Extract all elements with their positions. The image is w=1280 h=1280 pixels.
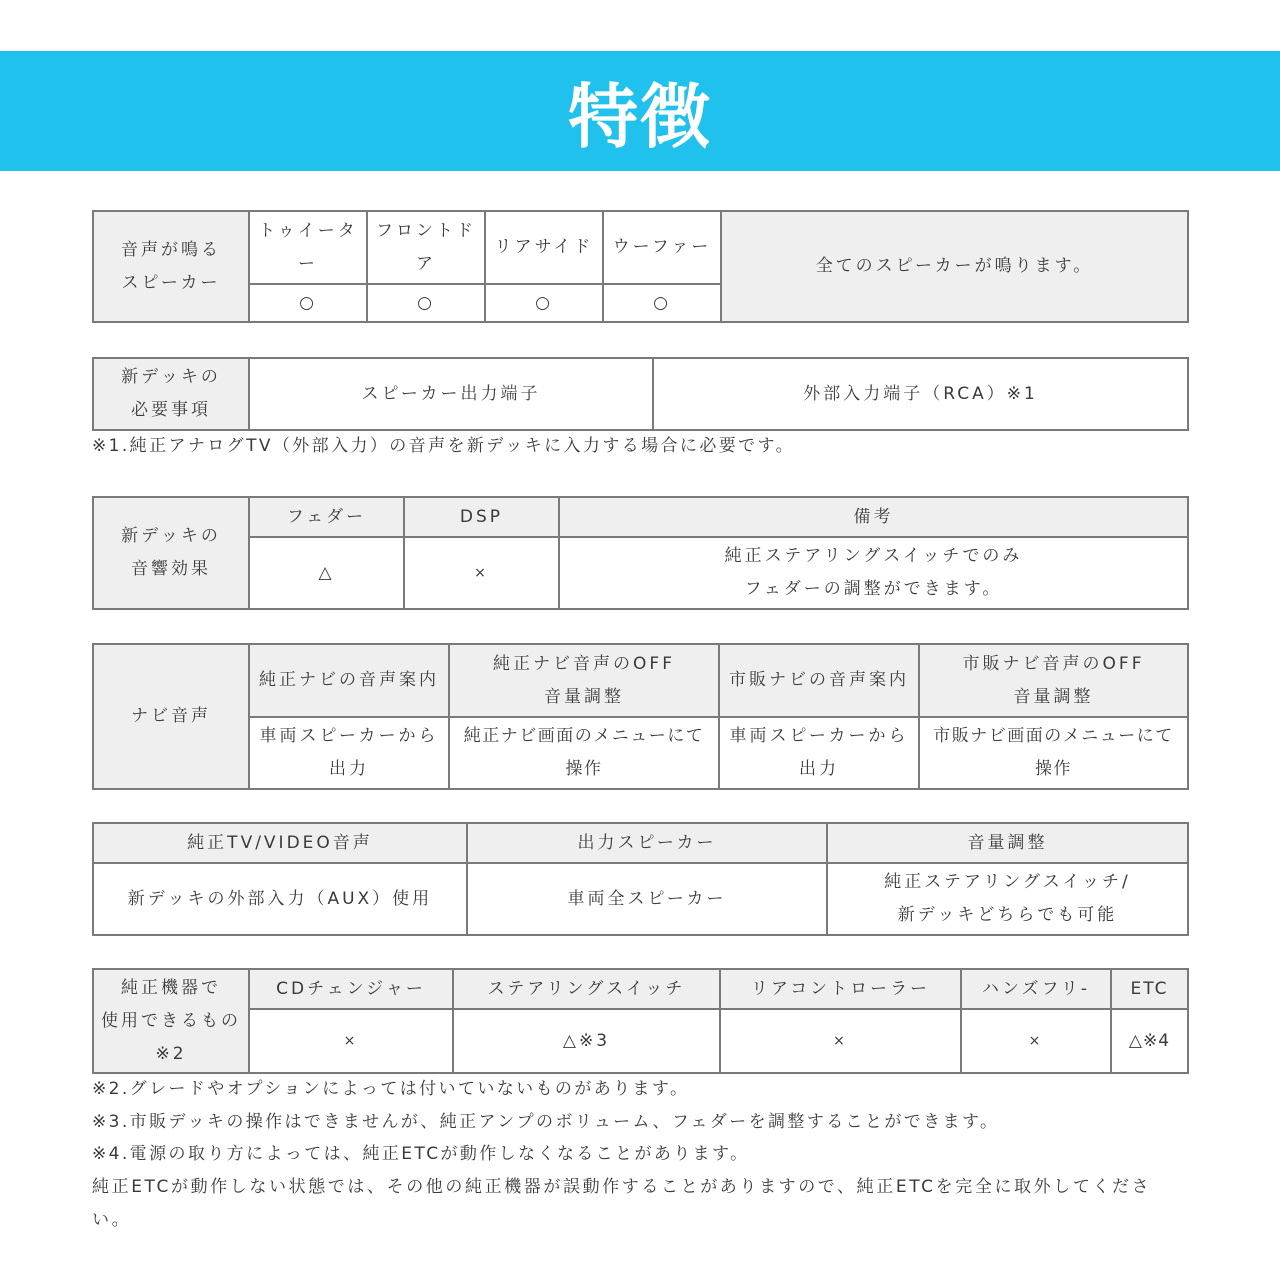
devices-header-hands-free: ハンズフリ- bbox=[961, 969, 1111, 1009]
devices-value-cd-changer: × bbox=[249, 1009, 453, 1073]
value-dsp: × bbox=[404, 537, 559, 609]
speaker-header-woofer: ウーファー bbox=[603, 211, 721, 284]
sound-effects-label-cell: 新デッキの 音響効果 bbox=[93, 497, 249, 609]
speaker-header-tweeter: トゥイータ ー bbox=[249, 211, 367, 284]
tv-value-volume: 純正ステアリングスイッチ/ 新デッキどちらでも可能 bbox=[827, 863, 1188, 935]
page-title: 特徴 bbox=[568, 75, 712, 158]
navi-value-oem-guidance: 車両スピーカーから 出力 bbox=[249, 717, 449, 789]
requirements-label-cell: 新デッキの 必要事項 bbox=[93, 358, 249, 430]
navi-value-aftermarket-volume: 市販ナビ画面のメニューにて 操作 bbox=[919, 717, 1188, 789]
speaker-value-woofer: ○ bbox=[603, 284, 721, 322]
speaker-header-rear-side: リアサイド bbox=[485, 211, 603, 284]
tv-header-output: 出力スピーカー bbox=[467, 823, 827, 863]
speaker-value-tweeter: ○ bbox=[249, 284, 367, 322]
speaker-header-front-door: フロントド ア bbox=[367, 211, 485, 284]
devices-header-rear-controller: リアコントローラー bbox=[720, 969, 961, 1009]
speaker-value-front-door: ○ bbox=[367, 284, 485, 322]
speaker-value-rear-side: ○ bbox=[485, 284, 603, 322]
sound-effects-table bbox=[92, 496, 1189, 610]
value-fader: △ bbox=[249, 537, 404, 609]
navi-header-aftermarket-guidance: 市販ナビの音声案内 bbox=[719, 644, 919, 717]
header-remarks: 備考 bbox=[559, 497, 1188, 537]
footnote-4: ※4.電源の取り方によっては、純正ETCが動作しなくなることがあります。 bbox=[92, 1144, 750, 1164]
tv-value-output: 車両全スピーカー bbox=[467, 863, 827, 935]
navi-header-oem-volume: 純正ナビ音声のOFF 音量調整 bbox=[449, 644, 719, 717]
devices-header-steering-switch: ステアリングスイッチ bbox=[453, 969, 720, 1009]
footnote-2: ※2.グレードやオプションによっては付いていないものがあります。 bbox=[92, 1079, 690, 1099]
navi-header-oem-guidance: 純正ナビの音声案内 bbox=[249, 644, 449, 717]
requirement-external-input: 外部入力端子（RCA）※1 bbox=[653, 358, 1188, 430]
header-dsp: DSP bbox=[404, 497, 559, 537]
devices-value-etc: △※4 bbox=[1111, 1009, 1188, 1073]
speaker-table bbox=[92, 210, 1189, 323]
devices-value-rear-controller: × bbox=[720, 1009, 961, 1073]
tv-table bbox=[92, 822, 1189, 936]
title-banner bbox=[0, 51, 1280, 171]
requirement-speaker-output: スピーカー出力端子 bbox=[249, 358, 653, 430]
value-remarks: 純正ステアリングスイッチでのみ フェダーの調整ができます。 bbox=[559, 537, 1188, 609]
footnote-4-continued: 純正ETCが動作しない状態では、その他の純正機器が誤動作することがありますので、純正ETCを完全に取外してください。 bbox=[92, 1177, 1152, 1230]
navi-table bbox=[92, 643, 1189, 790]
tv-header-source: 純正TV/VIDEO音声 bbox=[93, 823, 467, 863]
devices-header-cd-changer: CDチェンジャー bbox=[249, 969, 453, 1009]
tv-value-source: 新デッキの外部入力（AUX）使用 bbox=[93, 863, 467, 935]
requirements-table bbox=[92, 357, 1189, 431]
header-fader: フェダー bbox=[249, 497, 404, 537]
tv-header-volume: 音量調整 bbox=[827, 823, 1188, 863]
devices-value-hands-free: × bbox=[961, 1009, 1111, 1073]
footnote-3: ※3.市販デッキの操作はできませんが、純正アンプのボリューム、フェダーを調整することができます。 bbox=[92, 1112, 1000, 1132]
navi-value-aftermarket-guidance: 車両スピーカーから 出力 bbox=[719, 717, 919, 789]
navi-header-aftermarket-volume: 市販ナビ音声のOFF 音量調整 bbox=[919, 644, 1188, 717]
speaker-summary: 全てのスピーカーが鳴ります。 bbox=[721, 211, 1188, 322]
devices-value-steering-switch: △※3 bbox=[453, 1009, 720, 1073]
devices-table bbox=[92, 968, 1189, 1074]
navi-value-oem-volume: 純正ナビ画面のメニューにて 操作 bbox=[449, 717, 719, 789]
navi-label-cell: ナビ音声 bbox=[93, 644, 249, 789]
requirements-note: ※1.純正アナログTV（外部入力）の音声を新デッキに入力する場合に必要です。 bbox=[92, 436, 795, 456]
speaker-label-cell: 音声が鳴る スピーカー bbox=[93, 211, 249, 322]
devices-header-etc: ETC bbox=[1111, 969, 1188, 1009]
devices-label-cell: 純正機器で 使用できるもの ※2 bbox=[93, 969, 249, 1073]
